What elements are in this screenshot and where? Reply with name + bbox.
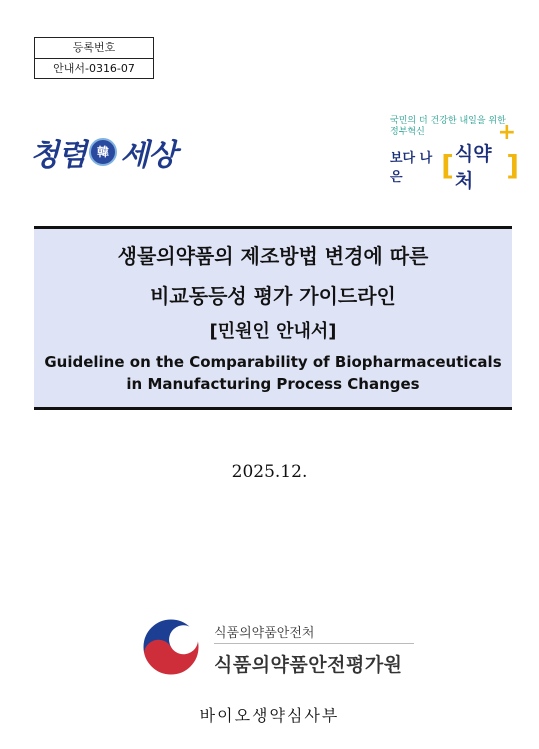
title-line1: 생물의약품의 제조방법 변경에 따른 — [117, 244, 429, 268]
org-name-ministry: 식품의약품안전처 — [214, 626, 315, 641]
korea-seal-icon: 韓 — [89, 138, 117, 166]
logo-left-part1: 청렴 — [30, 138, 86, 173]
registration-box — [34, 37, 154, 79]
registration-label: 등록번호 — [72, 41, 116, 54]
bracket-open-icon: [ — [441, 149, 454, 182]
logo-right-tagline2: 정부혁신 — [390, 127, 425, 137]
logo-left-part2: 세상 — [119, 138, 176, 173]
registration-number: 안내서-0316-07 — [35, 58, 153, 79]
divider — [214, 643, 414, 644]
bracket-close-icon: ] — [506, 149, 519, 182]
plus-icon: + — [497, 120, 516, 145]
organization-block — [140, 612, 420, 682]
department-name: 바이오생약심사부 — [199, 706, 340, 725]
org-name-institute: 식품의약품안전평가원 — [214, 654, 403, 676]
integrity-world-logo — [30, 130, 176, 174]
mfds-innovation-logo — [390, 116, 520, 192]
title-english2: in Manufacturing Process Changes — [126, 375, 420, 393]
title-line3: [민원인 안내서] — [209, 321, 337, 342]
title-english1: Guideline on the Comparability of Biopharmaceuticals — [44, 353, 502, 371]
logo-right-big: 식약처 — [454, 143, 492, 192]
logo-right-tagline1: 국민의 더 건강한 내일을 위한 — [390, 116, 506, 126]
publication-date: 2025.12. — [231, 462, 308, 482]
logo-right-small: 보다 나은 — [390, 151, 433, 185]
taegeuk-emblem-icon — [140, 616, 202, 678]
title-line2: 비교동등성 평가 가이드라인 — [150, 284, 396, 308]
title-box — [34, 226, 512, 410]
